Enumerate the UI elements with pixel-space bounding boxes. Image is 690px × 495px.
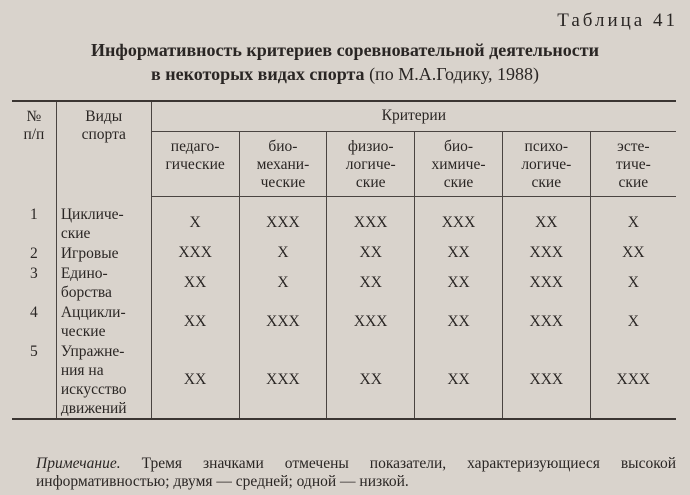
header-criterion-aesthetic: эсте- тиче- ские xyxy=(590,132,676,197)
cell-criterion-biochemical: XX xyxy=(415,341,503,419)
header-criteria: Критерии xyxy=(151,101,676,132)
cell-criterion-physiological: XX xyxy=(327,341,415,419)
cell-criterion-physiological: XXX xyxy=(327,197,415,243)
row-sport: Цикличе- ские xyxy=(56,197,151,243)
cell-criterion-biochemical: XX xyxy=(415,263,503,302)
table-row xyxy=(12,302,676,341)
table-row xyxy=(12,197,676,243)
cell-criterion-pedagogical: XX xyxy=(151,302,239,341)
table-row xyxy=(12,243,676,263)
header-criterion-biomechanical: био- механи- ческие xyxy=(239,132,327,197)
header-criterion-pedagogical: педаго- гические xyxy=(151,132,239,197)
row-sport: Аццикли- ческие xyxy=(56,302,151,341)
row-sport: Игровые xyxy=(56,243,151,263)
cell-criterion-biomechanical: XXX xyxy=(239,341,327,419)
header-criterion-physiological: физио- логиче- ские xyxy=(327,132,415,197)
cell-criterion-biomechanical: XXX xyxy=(239,302,327,341)
cell-criterion-biochemical: XX xyxy=(415,243,503,263)
header-sport: Виды спорта xyxy=(56,101,151,197)
criteria-table xyxy=(12,100,676,420)
title-line1: Информативность критериев соревновательной деятельности xyxy=(91,40,599,60)
row-number: 5 xyxy=(12,341,56,419)
cell-criterion-pedagogical: XX xyxy=(151,263,239,302)
table-title xyxy=(0,38,690,86)
cell-criterion-psychological: XXX xyxy=(502,243,590,263)
row-sport: Едино- борства xyxy=(56,263,151,302)
row-number: 3 xyxy=(12,263,56,302)
cell-criterion-physiological: XX xyxy=(327,263,415,302)
cell-criterion-pedagogical: X xyxy=(151,197,239,243)
cell-criterion-biochemical: XX xyxy=(415,302,503,341)
cell-criterion-aesthetic: X xyxy=(627,312,639,330)
cell-criterion-physiological: XX xyxy=(327,243,415,263)
title-source: (по М.А.Годику, 1988) xyxy=(369,64,539,84)
cell-criterion-biomechanical: X xyxy=(239,263,327,302)
row-number: 1 xyxy=(12,197,56,243)
header-criterion-biochemical: био- химиче- ские xyxy=(415,132,503,197)
cell-criterion-psychological: XXX xyxy=(502,263,590,302)
cell-criterion-biomechanical: X xyxy=(239,243,327,263)
cell-criterion-aesthetic: XXX xyxy=(590,341,676,419)
cell-criterion-aesthetic: X xyxy=(627,214,639,232)
table-row xyxy=(12,263,676,302)
cell-criterion-biomechanical: XXX xyxy=(239,197,327,243)
cell-criterion-biochemical: XXX xyxy=(415,197,503,243)
note-label: Примечание. xyxy=(36,455,121,472)
cell-criterion-aesthetic: X xyxy=(627,273,639,291)
cell-criterion-pedagogical: XXX xyxy=(151,243,239,263)
cell-criterion-psychological: XXX xyxy=(502,302,590,341)
table-number: Таблица 41 xyxy=(557,10,678,31)
cell-criterion-pedagogical: XX xyxy=(151,341,239,419)
header-criterion-psychological: психо- логиче- ские xyxy=(502,132,590,197)
header-num: № п/п xyxy=(12,101,56,197)
table-row xyxy=(12,341,676,419)
row-number: 4 xyxy=(12,302,56,341)
row-sport: Упражне- ния на искусство движений xyxy=(56,341,151,419)
cell-criterion-physiological: XXX xyxy=(327,302,415,341)
cell-criterion-aesthetic: XX xyxy=(622,244,645,261)
note-text: Тремя значками отмечены показатели, характеризующиеся высокой информативностью; двумя — средней; одной — низкой. xyxy=(36,455,676,490)
title-line2: в некоторых видах спорта xyxy=(151,64,365,84)
table-note xyxy=(36,455,676,491)
cell-criterion-psychological: XXX xyxy=(502,341,590,419)
cell-criterion-psychological: XX xyxy=(502,197,590,243)
row-number: 2 xyxy=(12,243,56,263)
